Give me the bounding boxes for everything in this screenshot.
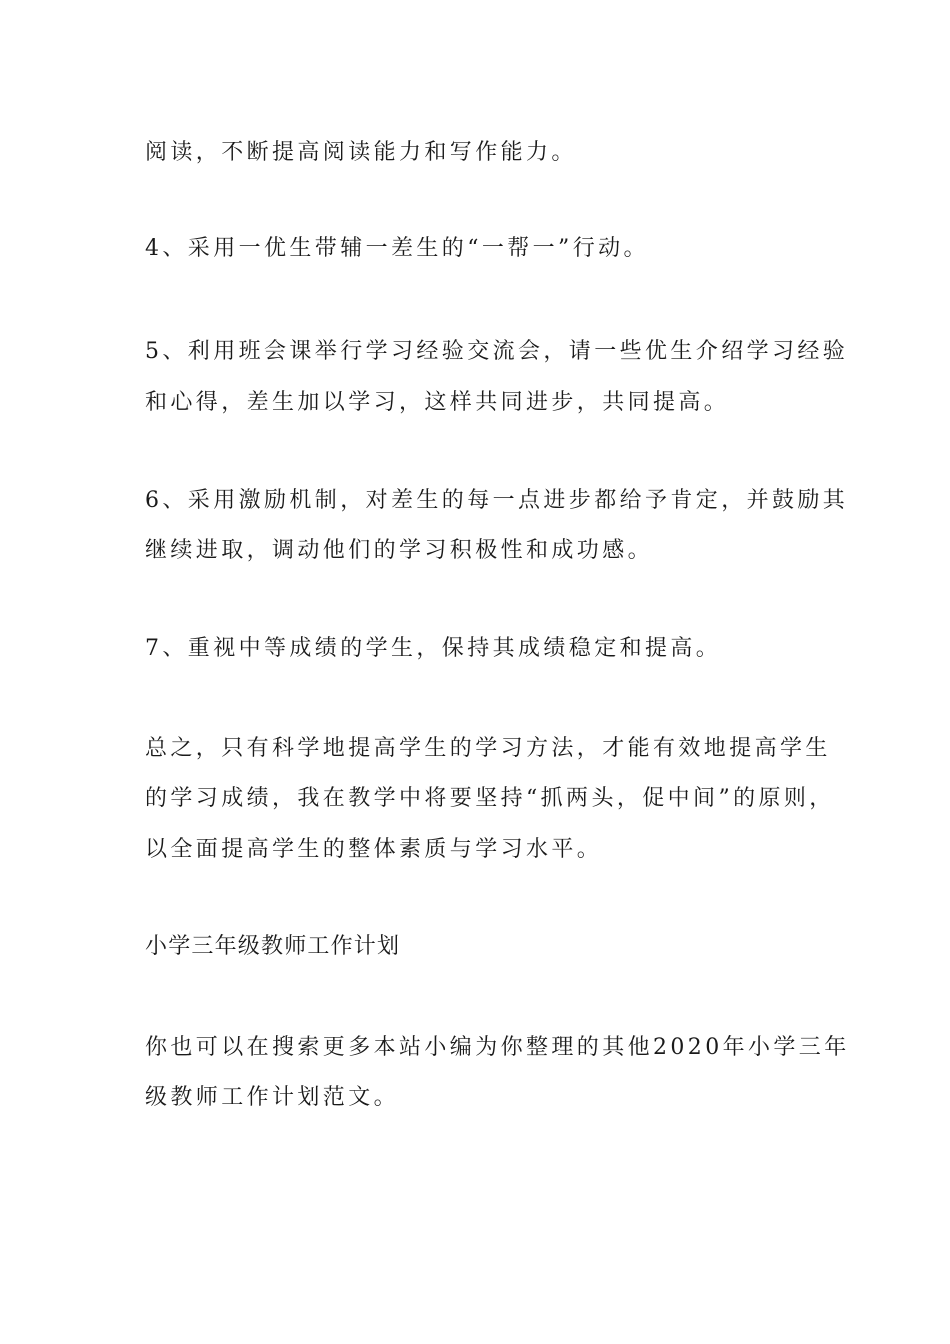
closing-line-1: 你也可以在搜索更多本站小编为你整理的其他2020年小学三年 bbox=[145, 1035, 850, 1060]
paragraph-line: 阅读，不断提高阅读能力和写作能力。 bbox=[145, 140, 577, 165]
list-item-5-line-2: 和心得，差生加以学习，这样共同进步，共同提高。 bbox=[145, 390, 730, 415]
list-item-5-line-1: 5、利用班会课举行学习经验交流会，请一些优生介绍学习经验 bbox=[145, 339, 849, 364]
summary-line-2: 的学习成绩，我在教学中将要坚持“抓两头，促中间”的原则， bbox=[145, 786, 835, 811]
summary-line-3: 以全面提高学生的整体素质与学习水平。 bbox=[145, 837, 603, 862]
summary-line-1: 总之，只有科学地提高学生的学习方法，才能有效地提高学生 bbox=[145, 736, 831, 761]
list-item-6-line-1: 6、采用激励机制，对差生的每一点进步都给予肯定，并鼓励其 bbox=[145, 488, 849, 513]
section-title: 小学三年级教师工作计划 bbox=[145, 934, 401, 959]
list-item-6-line-2: 继续进取，调动他们的学习积极性和成功感。 bbox=[145, 538, 654, 563]
list-item-7: 7、重视中等成绩的学生，保持其成绩稳定和提高。 bbox=[145, 636, 722, 661]
list-item-4: 4、采用一优生带辅一差生的“一帮一”行动。 bbox=[145, 236, 649, 261]
closing-line-2: 级教师工作计划范文。 bbox=[145, 1085, 400, 1110]
